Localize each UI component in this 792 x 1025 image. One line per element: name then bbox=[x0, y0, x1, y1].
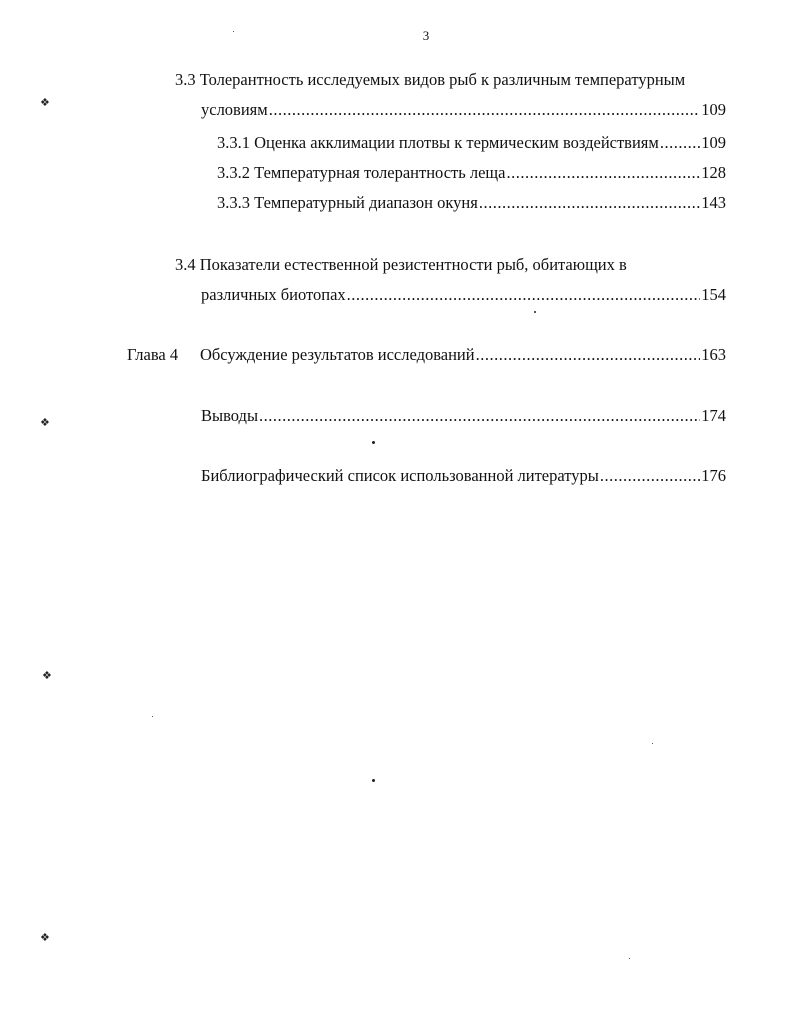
dot-leader bbox=[476, 345, 701, 365]
scan-mark-icon: ❖ bbox=[40, 932, 50, 944]
chapter-4-page: 163 bbox=[701, 345, 726, 364]
toc-3-3-1-title: 3.3.1 Оценка акклимации плотвы к термическим воздействиям bbox=[217, 133, 659, 152]
toc-3-3-page: 109 bbox=[701, 100, 726, 119]
scan-mark-icon: ❖ bbox=[40, 417, 50, 429]
scan-speck bbox=[534, 311, 536, 313]
toc-entry-bibliography bbox=[201, 466, 726, 486]
toc-3-3-1-page: 109 bbox=[701, 133, 726, 152]
toc-entry-3-3 bbox=[201, 100, 726, 120]
bibliography-title: Библиографический список использованной литературы bbox=[201, 466, 599, 485]
dot-leader bbox=[660, 133, 700, 153]
scan-speck bbox=[629, 958, 630, 959]
toc-3-3-2-page: 128 bbox=[701, 163, 726, 182]
toc-3-4-page: 154 bbox=[701, 285, 726, 304]
toc-entry-3-3-3 bbox=[217, 193, 726, 213]
toc-entry-3-3-2 bbox=[217, 163, 726, 183]
chapter-4-label: Глава 4 bbox=[127, 345, 179, 364]
scan-mark-icon: ❖ bbox=[40, 97, 50, 109]
dot-leader bbox=[506, 163, 700, 183]
conclusions-page: 174 bbox=[701, 406, 726, 425]
toc-3-3-3-page: 143 bbox=[701, 193, 726, 212]
toc-3-3-title-cont: условиям bbox=[201, 100, 268, 119]
chapter-4-title: Обсуждение результатов исследований bbox=[200, 345, 475, 364]
scan-speck bbox=[152, 716, 153, 717]
bibliography-page: 176 bbox=[701, 466, 726, 485]
toc-entry-3-4 bbox=[201, 285, 726, 305]
scan-speck bbox=[652, 743, 653, 744]
toc-entry-3-3-1 bbox=[217, 133, 726, 153]
dot-leader bbox=[479, 193, 700, 213]
conclusions-title: Выводы bbox=[201, 406, 259, 425]
toc-3-4-title: 3.4 Показатели естественной резистентности рыб, обитающих в bbox=[175, 255, 627, 274]
page-number: 3 bbox=[422, 28, 430, 43]
scan-speck bbox=[372, 441, 375, 444]
toc-3-3-3-title: 3.3.3 Температурный диапазон окуня bbox=[217, 193, 478, 212]
toc-entry-chapter-4 bbox=[200, 345, 726, 365]
toc-entry-conclusions bbox=[201, 406, 726, 426]
toc-3-3-2-title: 3.3.2 Температурная толерантность леща bbox=[217, 163, 506, 182]
dot-leader bbox=[259, 406, 700, 426]
scan-mark-icon: ❖ bbox=[42, 670, 52, 682]
dot-leader bbox=[269, 100, 701, 120]
toc-3-4-title-cont: различных биотопах bbox=[201, 285, 346, 304]
dot-leader bbox=[347, 285, 701, 305]
scan-speck bbox=[372, 779, 375, 782]
scan-speck bbox=[233, 31, 234, 32]
dot-leader bbox=[600, 466, 700, 486]
toc-3-3-title: 3.3 Толерантность исследуемых видов рыб к различным температурным bbox=[175, 70, 686, 89]
